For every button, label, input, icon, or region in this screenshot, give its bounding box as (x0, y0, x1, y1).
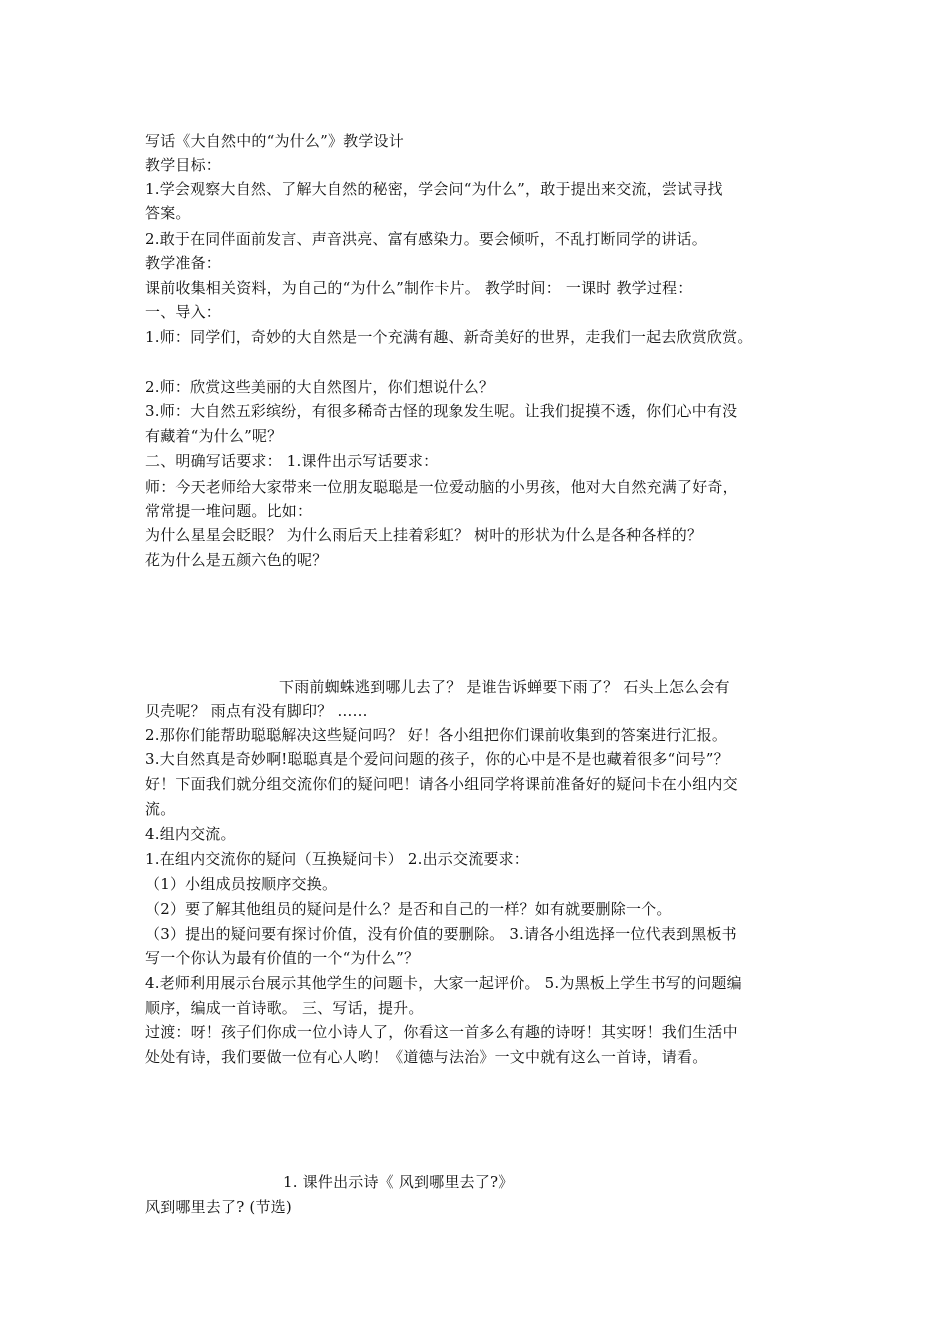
text-line: 下雨前蜘蛛逃到哪儿去了？ 是谁告诉蝉要下雨了？ 石头上怎么会有 (279, 678, 730, 696)
text-line: 课前收集相关资料，为自己的“为什么”制作卡片。 教学时间： 一课时 教学过程： (145, 279, 693, 297)
text-line: 师：今天老师给大家带来一位朋友聪聪是一位爱动脑的小男孩，他对大自然充满了好奇， (145, 478, 738, 496)
section-heading-intro: 一、导入： (145, 303, 222, 321)
text-line: 贝壳呢？ 雨点有没有脚印？ …… (145, 702, 368, 720)
text-line: 3.大自然真是奇妙啊!聪聪真是个爱问问题的孩子，你的心中是不是也藏着很多“问号”？ (145, 750, 729, 768)
text-line: （3）提出的疑问要有探讨价值，没有价值的要删除。 3.请各小组选择一位代表到黑板书 (145, 925, 737, 943)
document-title: 写话《大自然中的“为什么”》教学设计 (145, 132, 404, 150)
text-line: 处处有诗，我们要做一位有心人哟！《道德与法治》一文中就有这么一首诗，请看。 (145, 1048, 708, 1066)
text-line: 写一个你认为最有价值的一个“为什么”？ (145, 949, 420, 967)
text-line: （1）小组成员按顺序交换。 (145, 875, 338, 893)
text-line: （2）要了解其他组员的疑问是什么？是否和自己的一样？如有就要删除一个。 (145, 900, 672, 918)
text-line: 好！下面我们就分组交流你们的疑问吧！请各小组同学将课前准备好的疑问卡在小组内交 (145, 775, 738, 793)
text-line: 过渡：呀！孩子们你成一位小诗人了，你看这一首多么有趣的诗呀！其实呀！我们生活中 (145, 1023, 738, 1041)
text-line: 流。 (145, 800, 176, 818)
text-line: 2.那你们能帮助聪聪解决这些疑问吗？ 好！各小组把你们课前收集到的答案进行汇报。 (145, 726, 728, 744)
text-line: 为什么星星会眨眼？ 为什么雨后天上挂着彩虹？ 树叶的形状为什么是各种各样的？ (145, 526, 703, 544)
text-line: 常常提一堆问题。比如： (145, 502, 313, 520)
text-line: 1.学会观察大自然、了解大自然的秘密，学会问“为什么”，敢于提出来交流，尝试寻找 (145, 180, 723, 198)
text-line: 1.师：同学们，奇妙的大自然是一个充满有趣、新奇美好的世界，走我们一起去欣赏欣赏。 (145, 328, 753, 346)
section-heading-requirements: 二、明确写话要求： 1.课件出示写话要求： (145, 452, 439, 470)
text-line: 2.师：欣赏这些美丽的大自然图片，你们想说什么？ (145, 378, 495, 396)
text-line: 顺序，编成一首诗歌。 三、写话，提升。 (145, 999, 424, 1017)
text-line: 1. 课件出示诗《 风到哪里去了?》 (283, 1173, 514, 1191)
text-line: 答案。 (145, 204, 191, 222)
text-line: 有藏着“为什么”呢？ (145, 427, 283, 445)
text-line: 4.老师利用展示台展示其他学生的问题卡，大家一起评价。 5.为黑板上学生书写的问题编 (145, 974, 742, 992)
section-heading-preparation: 教学准备： (145, 254, 222, 272)
text-line: 3.师：大自然五彩缤纷，有很多稀奇古怪的现象发生呢。让我们捉摸不透，你们心中有没 (145, 402, 738, 420)
text-line: 1.在组内交流你的疑问（互换疑问卡） 2.出示交流要求： (145, 850, 529, 868)
text-line: 2.敢于在同伴面前发言、声音洪亮、富有感染力。要会倾听，不乱打断同学的讲话。 (145, 230, 707, 248)
poem-title: 风到哪里去了? (节选) (145, 1198, 292, 1216)
text-line: 花为什么是五颜六色的呢？ (145, 551, 328, 569)
text-line: 4.组内交流。 (145, 825, 236, 843)
section-heading-objectives: 教学目标： (145, 156, 222, 174)
